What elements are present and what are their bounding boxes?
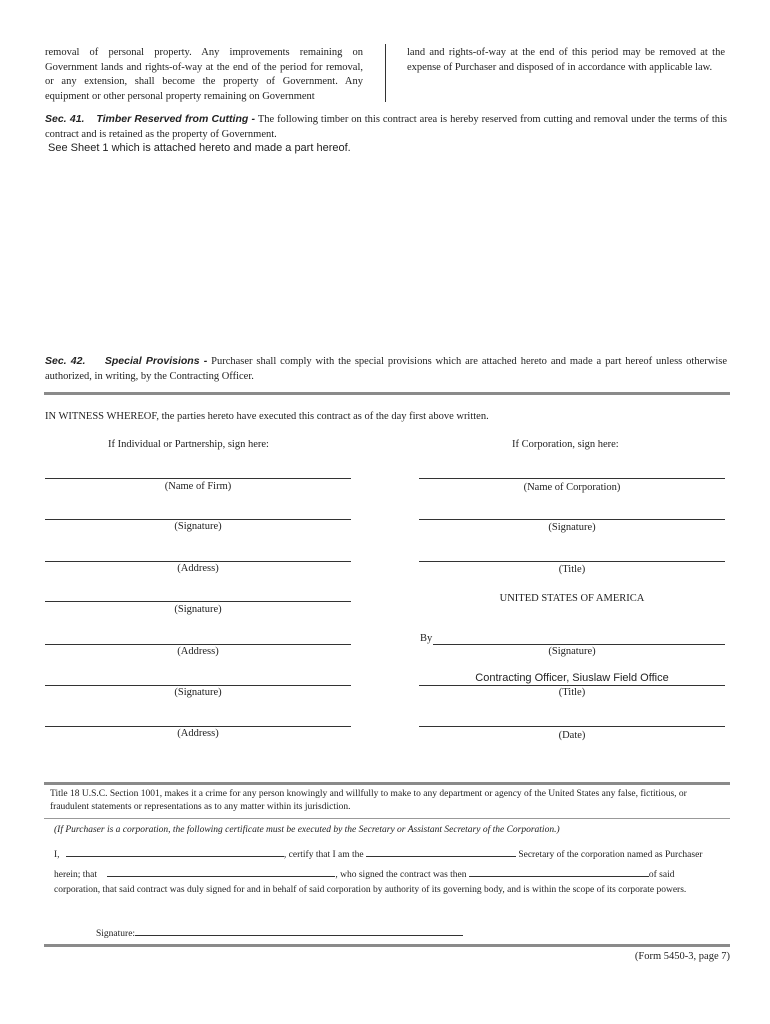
notice-top-rule	[44, 782, 730, 785]
sec42-title: Special Provisions -	[104, 355, 208, 367]
signature-caption-2: (Signature)	[174, 604, 222, 615]
section-divider	[44, 392, 730, 395]
name-of-corporation-line[interactable]	[419, 478, 725, 479]
sec41-title: Timber Reserved from Cutting -	[96, 113, 256, 125]
certificate-signature-row	[96, 924, 463, 939]
address-line-1[interactable]	[45, 561, 351, 562]
individual-heading: If Individual or Partnership, sign here:	[108, 439, 269, 450]
cert-signature-field[interactable]	[135, 924, 463, 936]
by-label: By	[420, 633, 433, 644]
signer-name-field[interactable]	[107, 865, 335, 877]
co-title-caption: (Title)	[558, 687, 586, 698]
sec42-paragraph	[45, 354, 727, 384]
cert-herein-text: herein; that	[54, 870, 97, 880]
signer-title-field[interactable]	[469, 865, 649, 877]
by-signature-line[interactable]	[433, 644, 725, 645]
signature-line-1[interactable]	[45, 519, 351, 520]
address-line-2[interactable]	[45, 644, 351, 645]
witness-statement: IN WITNESS WHEREOF, the parties hereto have executed this contract as of the day first above written.	[45, 411, 489, 422]
cert-certify-text: , certify that I am the	[283, 850, 364, 860]
usa-heading: UNITED STATES OF AMERICA	[499, 593, 645, 604]
form-number: (Form 5450-3, page 7)	[634, 951, 730, 962]
title18-notice: Title 18 U.S.C. Section 1001, makes it a crime for any person knowingly and willfully to make to any department or agency of the United States any false, fictitious, or fraudulent statements or representations as to any matter within its jurisdiction.	[50, 789, 687, 812]
name-of-firm-line[interactable]	[45, 478, 351, 479]
footer-rule	[44, 944, 730, 947]
corp-title-caption: (Title)	[558, 564, 586, 575]
certificate-line-1	[54, 845, 734, 860]
co-title-line[interactable]	[419, 685, 725, 686]
signature-line-3[interactable]	[45, 685, 351, 686]
corporation-heading: If Corporation, sign here:	[512, 439, 619, 450]
signature-caption-1: (Signature)	[174, 521, 222, 532]
cert-i-label: I,	[54, 850, 60, 860]
column-divider	[385, 44, 386, 102]
contracting-officer-title: Contracting Officer, Siuslaw Field Office	[475, 672, 669, 684]
certificate-line-2	[54, 865, 734, 880]
cert-signature-label: Signature:	[96, 929, 136, 939]
name-of-firm-caption: (Name of Firm)	[164, 481, 232, 492]
cert-secretary-text: Secretary of the corporation named as Purchaser	[518, 850, 703, 860]
notice-bottom-rule	[44, 818, 730, 819]
left-column-text: removal of personal property. Any improvements remaining on Government lands and rights-of-way at the end of the period for removal, or any extension, shall become the property of Government. Any equipment or other personal property remaining on Government	[45, 47, 363, 102]
date-caption: (Date)	[558, 730, 586, 741]
signature-caption-3: (Signature)	[174, 687, 222, 698]
address-caption-3: (Address)	[177, 728, 219, 739]
by-signature-caption: (Signature)	[548, 646, 596, 657]
signature-line-2[interactable]	[45, 601, 351, 602]
cert-of-said-text: of said	[648, 870, 675, 880]
sec41-paragraph	[45, 112, 727, 142]
sec41-number: Sec. 41.	[45, 113, 85, 125]
corp-signature-line[interactable]	[419, 519, 725, 520]
address-caption-1: (Address)	[177, 563, 219, 574]
secretary-title-field[interactable]	[366, 845, 516, 857]
certificate-instruction: (If Purchaser is a corporation, the following certificate must be executed by the Secretary or Assistant Secretary of the Corporation.)	[54, 825, 560, 835]
address-caption-2: (Address)	[177, 646, 219, 657]
address-line-3[interactable]	[45, 726, 351, 727]
sec41-body: The following timber on this contract area is hereby reserved from cutting and removal under the terms of this contract and is retained as the property of Government.	[45, 114, 727, 140]
corp-signature-caption: (Signature)	[548, 522, 596, 533]
right-column-text: land and rights-of-way at the end of this period may be removed at the expense of Purchaser and disposed of in accordance with applicable law.	[407, 47, 725, 73]
sec42-number: Sec. 42.	[45, 355, 86, 367]
certificate-line-3: corporation, that said contract was duly signed for and in behalf of said corporation by authority of its governing body, and is within the scope of its corporate powers.	[54, 885, 687, 895]
corp-title-line[interactable]	[419, 561, 725, 562]
date-line[interactable]	[419, 726, 725, 727]
name-of-corporation-caption: (Name of Corporation)	[523, 482, 621, 493]
cert-who-signed-text: , who signed the contract was then	[335, 870, 467, 880]
sec42-body: Purchaser shall comply with the special provisions which are attached hereto and made a part hereof unless otherwise authorized, in writing, by the Contracting Officer.	[45, 356, 727, 382]
sec41-insert: See Sheet 1 which is attached hereto and made a part hereof.	[48, 142, 351, 154]
certifier-name-field[interactable]	[66, 845, 284, 857]
